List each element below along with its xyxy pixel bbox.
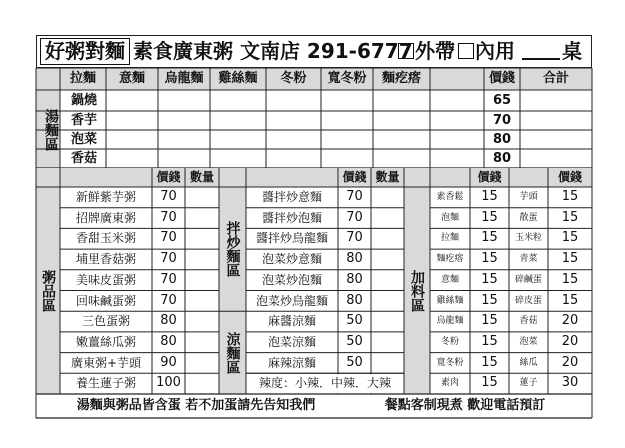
congee-item-price: 70 <box>160 189 177 204</box>
congee-item-name: 香甜玉米粥 <box>75 231 136 246</box>
addon-item-name: 麵疙瘩 <box>436 254 464 265</box>
soup-item-name: 泡菜 <box>70 132 97 147</box>
addon-item-name: 香菇 <box>519 316 538 327</box>
addon-item-price: 15 <box>481 251 498 267</box>
table-number-field[interactable] <box>522 37 582 65</box>
addon-item-name: 雞絲麵 <box>436 295 464 306</box>
noodle-type-header: 拉麵 <box>69 71 96 86</box>
congee-zone-label <box>36 187 60 394</box>
congee-item-price: 70 <box>160 209 177 225</box>
noodle-price-header: 價錢 <box>488 71 515 86</box>
congee-item-name: 廣東粥+芋頭 <box>70 355 142 370</box>
shop-name-phone: 素食廣東粥 文南店 291-6777 <box>133 39 413 63</box>
addon-item-price: 20 <box>561 313 579 329</box>
addon-item-name: 碎皮蛋 <box>514 295 542 306</box>
soup-item-price: 80 <box>492 132 512 147</box>
soup-item-name: 香菇 <box>70 151 97 166</box>
cold-zone-label <box>219 311 246 394</box>
stir-item-name: 醬拌炒烏龍麵 <box>255 231 328 246</box>
congee-item-name: 新鮮紫芋粥 <box>75 190 136 204</box>
addon-item-price: 15 <box>481 313 498 329</box>
congee-item-price: 100 <box>156 375 181 391</box>
stir-price-header: 價錢 <box>342 170 367 184</box>
congee-zone-label-text: 粥品區 <box>40 269 56 312</box>
congee-item-name: 美味皮蛋粥 <box>75 272 136 287</box>
addon-item-price: 15 <box>481 333 498 349</box>
addon-price-header-2: 價錢 <box>557 170 582 184</box>
noodle-type-header: 意麵 <box>118 71 145 86</box>
congee-item-name: 養生蓮子粥 <box>75 376 136 391</box>
addon-zone-label <box>404 187 430 394</box>
stir-item-name: 醬拌炒泡麵 <box>261 210 322 225</box>
addon-item-price: 15 <box>561 209 579 225</box>
takeaway-label: 外帶 <box>415 39 455 63</box>
congee-item-price: 90 <box>160 354 177 370</box>
addon-zone-label-text: 加料區 <box>409 269 425 312</box>
table-label: 桌 <box>562 39 582 63</box>
footer-note-egg: 湯麵與粥品皆含蛋 若不加蛋請先告知我們 <box>76 398 316 413</box>
congee-item-name: 招牌廣東粥 <box>75 210 136 225</box>
stir-item-price: 80 <box>346 292 363 308</box>
addon-item-name: 玉米粒 <box>514 233 542 244</box>
addon-item-name: 烏龍麵 <box>436 316 464 327</box>
noodle-type-header: 寬冬粉 <box>327 71 367 86</box>
addon-item-name: 絲瓜 <box>519 357 538 368</box>
cold-item-name: 麻醬涼麵 <box>267 314 316 329</box>
addon-item-name: 芋頭 <box>519 192 538 202</box>
congee-item-price: 80 <box>160 333 177 349</box>
stir-zone-label <box>219 187 246 311</box>
stir-item-name: 泡菜炒泡麵 <box>261 272 322 287</box>
soup-item-price: 80 <box>492 151 512 166</box>
addon-item-price: 20 <box>561 354 579 370</box>
soup-item-price: 70 <box>492 113 512 128</box>
spice-level-note: 辣度：小辣．中辣．大辣 <box>258 376 391 391</box>
noodle-type-header: 冬粉 <box>280 71 307 86</box>
dine-in-label: 內用 <box>475 39 515 63</box>
addon-item-price: 15 <box>481 375 498 391</box>
addon-item-name: 冬粉 <box>440 336 459 347</box>
soup-item-name: 香芋 <box>70 113 97 128</box>
cold-item-name: 泡菜涼麵 <box>267 334 316 349</box>
addon-item-name: 蓮子 <box>519 378 538 389</box>
cold-item-price: 50 <box>346 333 363 349</box>
addon-item-price: 15 <box>561 189 579 204</box>
soup-item-name: 鍋燒 <box>70 93 97 108</box>
congee-item-name: 回味鹹蛋粥 <box>75 293 136 308</box>
table-number-blank[interactable] <box>522 40 560 60</box>
addon-item-price: 15 <box>481 292 498 308</box>
addon-item-price: 30 <box>561 375 579 391</box>
congee-item-price: 80 <box>160 313 177 329</box>
noodle-type-header: 麵疙瘩 <box>381 71 421 86</box>
noodle-type-header: 烏龍麵 <box>164 71 204 86</box>
congee-item-price: 70 <box>160 271 177 287</box>
addon-item-price: 15 <box>561 230 579 246</box>
dine-in-option[interactable] <box>458 37 515 65</box>
addon-item-name: 意麵 <box>440 274 459 285</box>
addon-item-price: 15 <box>561 271 579 287</box>
soup-zone-label: 湯麵區 <box>43 109 59 151</box>
addon-price-header: 價錢 <box>477 170 502 184</box>
addon-item-name: 素肉 <box>440 378 459 389</box>
noodle-type-header: 雞絲麵 <box>218 71 258 86</box>
addon-item-name: 素香鬆 <box>436 192 464 202</box>
addon-item-name: 散蛋 <box>519 212 538 223</box>
congee-qty-header: 數量 <box>189 170 214 184</box>
stir-item-price: 80 <box>346 271 363 287</box>
footer-note-order: 餐點客制現煮 歡迎電話預訂 <box>384 398 546 413</box>
addon-item-name: 寬冬粉 <box>436 357 464 368</box>
congee-item-name: 埔里香菇粥 <box>75 252 136 267</box>
stir-item-price: 70 <box>346 209 363 225</box>
stir-item-price: 70 <box>346 230 363 246</box>
soup-item-price: 65 <box>492 93 512 108</box>
addon-item-price: 15 <box>561 251 579 267</box>
stir-item-price: 70 <box>346 189 363 204</box>
stir-item-name: 泡菜炒烏龍麵 <box>255 293 328 308</box>
congee-item-price: 70 <box>160 230 177 246</box>
addon-item-price: 15 <box>481 230 498 246</box>
takeaway-checkbox[interactable] <box>398 43 414 59</box>
cold-zone-label-text: 涼麵區 <box>224 331 241 374</box>
cold-item-name: 麻辣涼麵 <box>267 355 316 370</box>
addon-item-name: 泡麵 <box>440 212 459 223</box>
stir-item-name: 醬拌炒意麵 <box>261 190 322 204</box>
brand-logo: 好粥對麵 <box>40 38 130 65</box>
stir-zone-label-text: 拌炒麵區 <box>224 221 241 278</box>
congee-item-name: 三色蛋粥 <box>81 314 130 329</box>
noodle-total-header: 合計 <box>542 71 569 86</box>
congee-item-price: 70 <box>160 251 177 267</box>
addon-item-name: 拉麵 <box>440 233 459 244</box>
addon-item-name: 青菜 <box>519 254 538 265</box>
cold-item-price: 50 <box>346 354 363 370</box>
takeaway-option[interactable] <box>398 37 455 65</box>
stir-qty-header: 數量 <box>375 170 400 184</box>
congee-item-price: 70 <box>160 292 177 308</box>
addon-item-name: 碎鹹蛋 <box>514 274 542 285</box>
cold-item-price: 50 <box>346 313 363 329</box>
congee-price-header: 價錢 <box>156 170 181 184</box>
addon-item-price: 15 <box>481 209 498 225</box>
addon-item-price: 15 <box>481 271 498 287</box>
addon-item-price: 20 <box>561 333 579 349</box>
addon-item-price: 15 <box>481 354 498 370</box>
stir-item-price: 80 <box>346 251 363 267</box>
congee-item-name: 嫩薑絲瓜粥 <box>75 334 136 349</box>
addon-item-price: 15 <box>561 292 579 308</box>
addon-item-price: 15 <box>481 189 498 204</box>
addon-item-name: 泡菜 <box>519 336 538 347</box>
dine-in-checkbox[interactable] <box>458 43 474 59</box>
stir-item-name: 泡菜炒意麵 <box>261 252 322 267</box>
